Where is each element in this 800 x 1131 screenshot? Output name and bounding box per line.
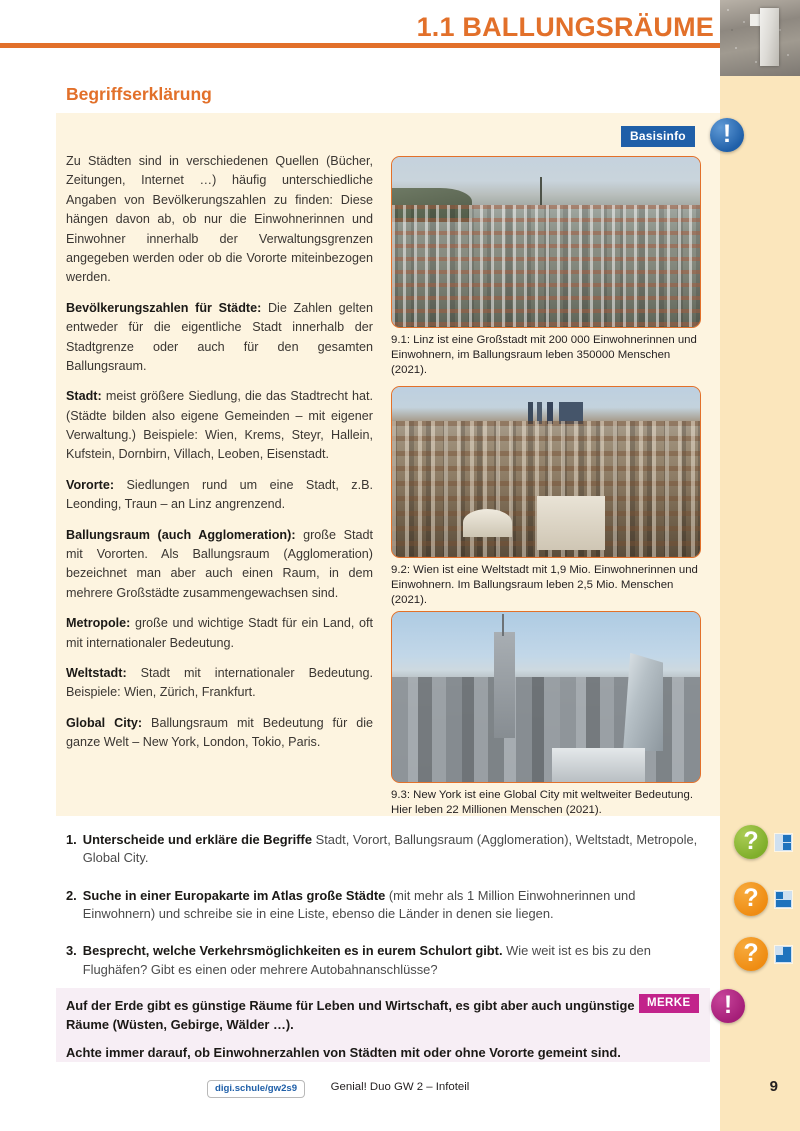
task-text: [83, 887, 701, 924]
definition-text: große und wichtige Stadt für ein Land, oft mit internationaler Bedeutung.: [66, 616, 373, 650]
task-item-3: [66, 942, 701, 979]
glass-tower: [623, 653, 663, 752]
definition-paragraph: [66, 152, 373, 288]
task-list: [66, 831, 701, 979]
newyork-skyline-photo: [392, 612, 700, 782]
definition-paragraph: [66, 714, 373, 753]
exclamation-circle-icon: [711, 989, 745, 1023]
definition-paragraph: [66, 299, 373, 377]
task-item-2: [66, 887, 701, 924]
task-number: 1.: [66, 832, 77, 847]
question-glyph: ?: [743, 826, 759, 855]
level-2-icon: [775, 891, 792, 908]
footer-series-label: Genial! Duo GW 2 – Infoteil: [330, 1081, 470, 1093]
definition-term: Stadt:: [66, 389, 102, 404]
task-prompt-bold: Besprecht, welche Verkehrsmöglichkeiten es in eurem Schulort gibt.: [82, 943, 503, 959]
figure-9-2: [391, 386, 701, 607]
level-3-icon: [775, 946, 792, 963]
figure-caption: 9.2: Wien ist eine Weltstadt mit 1,9 Mio. Einwohnerinnen und Einwohnern. Im Ballungsraum leben 2,5 Mio. Menschen (2021).: [391, 564, 698, 606]
cathedral-spire: [540, 177, 542, 204]
level-1-icon: [775, 834, 792, 851]
task-prompt-bold: Suche in einer Europakarte im Atlas große Städte: [82, 887, 386, 903]
task-number: 3.: [66, 943, 77, 959]
definitions-column: [66, 152, 373, 753]
definition-term: Weltstadt:: [66, 665, 127, 680]
question-circle-icon: [734, 882, 768, 916]
domed-roof: [463, 509, 512, 536]
page-header: [0, 0, 800, 66]
exclamation-circle-icon: [710, 118, 744, 152]
question-circle-icon: [734, 825, 768, 859]
page-number: 9: [769, 1078, 778, 1095]
page-title: 1.1 BALLUNGSRÄUME: [416, 12, 714, 42]
definition-term: Global City:: [66, 715, 143, 730]
empire-state-spire: [502, 614, 504, 636]
exclamation-glyph: !: [722, 119, 732, 148]
task-prompt-rest: Stadt, Vorort, Ballungsraum (Agglomeration), Weltstadt, Metropole, Global City.: [82, 832, 698, 866]
task-prompt-rest: (mit mehr als 1 Million Einwohnerinnen und Einwohnern) und schreibe sie in eine Liste, ebenso die Länder in denen sie liegen.: [82, 887, 636, 921]
section-heading: Begriffserklärung: [66, 84, 212, 104]
merke-line-1: Auf der Erde gibt es günstige Räume für Leben und Wirtschaft, es gibt aber auch ungünstige Räume (Wüsten, Gebirge, Wälder …).: [66, 998, 635, 1032]
task-2-markers: [734, 882, 792, 916]
figure-caption: 9.3: New York ist eine Global City mit weltweiter Bedeutung. Hier leben 22 Millionen Menschen (2021).: [391, 789, 694, 816]
definition-term: Metropole:: [66, 616, 131, 631]
figure-image-wien: [391, 386, 701, 558]
definition-text: Stadt mit internationaler Bedeutung. Beispiele: Wien, Zürich, Frankfurt.: [66, 665, 373, 700]
question-circle-icon: [734, 937, 768, 971]
task-prompt-bold: Unterscheide und erkläre die Begriffe: [82, 832, 313, 847]
question-glyph: ?: [743, 883, 759, 912]
basisinfo-badge: Basisinfo: [621, 126, 695, 147]
definition-paragraph: [66, 476, 373, 515]
task-number: 2.: [66, 887, 77, 903]
chapter-thumbnail-image: [720, 0, 800, 76]
task-3-markers: [734, 937, 792, 971]
definition-term: Vororte:: [66, 477, 115, 492]
definition-text: Zu Städten sind in verschiedenen Quellen (Bücher, Zeitungen, Internet …) häufig unterschiedliche Angaben von Bevölkerungszahlen zu finden: Diese hängen davon ab, ob nur die Einwohnerinnen und Einwohner innerhalb der Verwaltungsgrenzen angegeben werden oder ob die Vororte miteinbezogen werden.: [66, 154, 373, 285]
rooftops-texture: [392, 205, 700, 327]
figure-image-newyork: [391, 611, 701, 783]
empire-state-building: [494, 632, 516, 737]
figure-9-1: [391, 156, 701, 377]
linz-aerial-photo: [392, 157, 700, 327]
task-prompt-rest: Wie weit ist es bis zu den Flughäfen? Gibt es einen oder mehrere Autobahnanschlüsse?: [82, 943, 651, 977]
merke-tag: MERKE: [639, 994, 699, 1013]
palace-facade: [537, 496, 605, 550]
definition-text: große Stadt mit Vororten. Als Ballungsraum (Agglomeration) bezeichnet man aber auch einen Raum, in dem mehrere Großstädte zusammengewachsen sind.: [66, 527, 373, 600]
figure-9-3: [391, 611, 701, 818]
right-margin-rail: [720, 66, 800, 1131]
merke-line-2: Achte immer darauf, ob Einwohnerzahlen von Städten mit oder ohne Vororte gemeint sind.: [66, 1045, 621, 1061]
header-rule: [0, 43, 722, 48]
definition-text: meist größere Siedlung, die das Stadtrecht hat. (Städte bilden also eigene Gemeinden – mit eigener Verwaltung.) Beispiele: Wien, Krems, Steyr, Hallein, Kufstein, Dornbirn, Villach, Leoben, Eisenstadt.: [66, 389, 373, 462]
definition-paragraph: [66, 387, 373, 465]
definition-paragraph: [66, 664, 373, 703]
exclamation-glyph: !: [723, 990, 733, 1019]
definition-text: Siedlungen rund um eine Stadt, z.B. Leonding, Traun – an Linz angrenzend.: [66, 477, 373, 512]
task-1-markers: [734, 825, 792, 859]
task-text: [83, 831, 701, 868]
definition-text: Die Zahlen gelten entweder für die eigentliche Stadt innerhalb der Stadtgrenze oder auch für den gesamten Ballungsraum.: [66, 300, 373, 373]
figure-caption: 9.1: Linz ist eine Großstadt mit 200 000 Einwohnerinnen und Einwohnern, im Ballungsraum leben 350000 Menschen (2021).: [391, 334, 697, 376]
foreground-rooftop: [552, 748, 644, 782]
wien-aerial-photo: [392, 387, 700, 557]
chapter-number-glyph: [760, 8, 779, 66]
figure-image-linz: [391, 156, 701, 328]
definition-text: Ballungsraum mit Bedeutung für die ganze Welt – New York, London, Tokio, Paris.: [66, 715, 373, 750]
task-text: [83, 942, 701, 979]
definition-term: Bevölkerungszahlen für Städte:: [66, 300, 262, 315]
digi-schule-link-badge[interactable]: digi.schule/gw2s9: [207, 1080, 305, 1098]
task-item-1: [66, 831, 701, 868]
definition-term: Ballungsraum (auch Agglomeration):: [66, 527, 296, 542]
merke-text: [66, 997, 666, 1063]
question-glyph: ?: [743, 938, 759, 967]
definition-paragraph: [66, 526, 373, 604]
definition-paragraph: [66, 614, 373, 653]
